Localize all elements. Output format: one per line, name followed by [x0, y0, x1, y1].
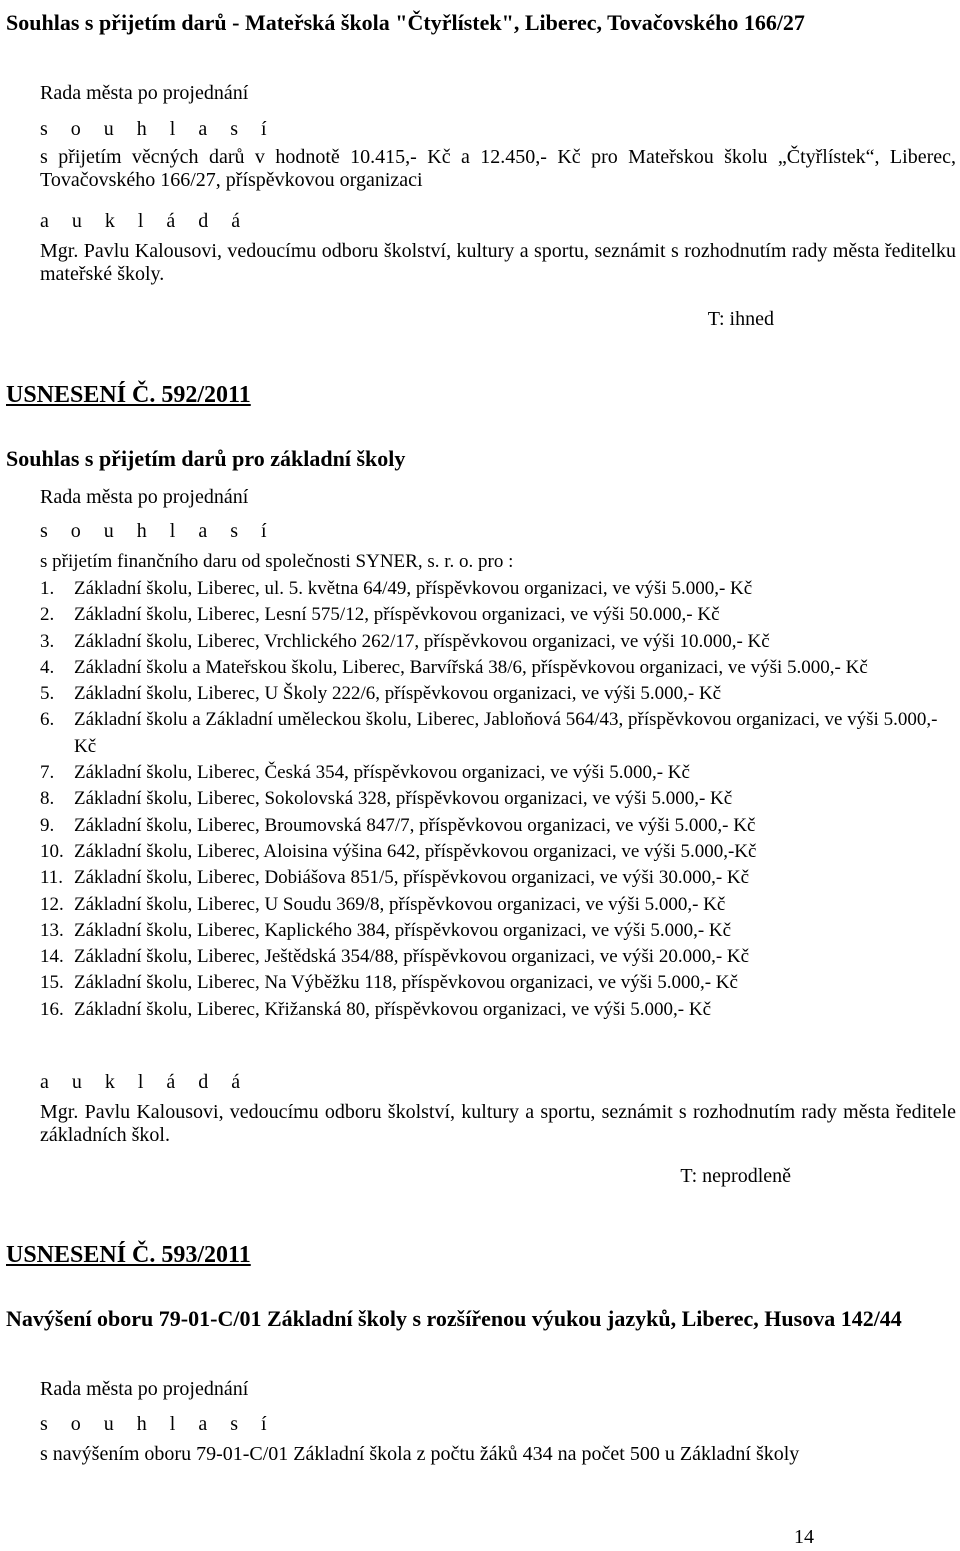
list-item-number: 15.	[40, 972, 64, 994]
donation-list-item	[40, 629, 960, 655]
list-item-number: 6.	[40, 709, 55, 731]
list-item-number: 12.	[40, 893, 64, 915]
section1-instructs: a u k l á d á	[40, 210, 250, 232]
section2-council: Rada města po projednání	[40, 486, 249, 508]
list-item-number: 9.	[40, 814, 55, 836]
list-item-text: Základní školu, Liberec, Sokolovská 328, příspěvkovou organizaci, ve výši 5.000,- Kč	[74, 788, 733, 810]
list-item-text: Základní školu, Liberec, Dobiášova 851/5, příspěvkovou organizaci, ve výši 30.000,- Kč	[74, 867, 750, 889]
donation-list-item	[40, 997, 960, 1023]
donation-list-item	[40, 655, 960, 681]
list-item-text: Základní školu, Liberec, Kaplického 384, příspěvkovou organizaci, ve výši 5.000,- Kč	[74, 919, 732, 941]
list-item-text: Základní školu a Základní uměleckou školu, Liberec, Jabloňová 564/43, příspěvkovou organizaci, ve výši 5.000,- Kč	[74, 709, 938, 757]
section1-agree-text: s přijetím věcných darů v hodnotě 10.415,- Kč a 12.450,- Kč pro Mateřskou školu „Čtyřlístek“, Liberec, Tovačovského 166/27, příspěvkovou organizaci	[40, 146, 956, 191]
section1-deadline: T: ihned	[707, 308, 774, 330]
section1-council: Rada města po projednání	[40, 82, 249, 104]
section1-agrees: s o u h l a s í	[40, 118, 276, 140]
donation-list-item	[40, 576, 960, 602]
list-item-number: 14.	[40, 946, 64, 968]
section3-resolution: USNESENÍ Č. 593/2011	[6, 1242, 251, 1268]
donation-list-item	[40, 918, 960, 944]
list-item-number: 13.	[40, 919, 64, 941]
list-item-text: Základní školu, Liberec, U Školy 222/6, příspěvkovou organizaci, ve výši 5.000,- Kč	[74, 683, 722, 705]
list-item-number: 5.	[40, 683, 55, 705]
list-item-text: Základní školu, Liberec, Na Výběžku 118, příspěvkovou organizaci, ve výši 5.000,- Kč	[74, 972, 738, 994]
list-item-text: Základní školu, Liberec, ul. 5. května 64/49, příspěvkovou organizaci, ve výši 5.000,- Kč	[74, 578, 753, 599]
donation-list-item	[40, 970, 960, 996]
list-item-number: 4.	[40, 656, 55, 678]
list-item-number: 10.	[40, 840, 64, 862]
section2-title: Souhlas s přijetím darů pro základní školy	[6, 446, 406, 471]
section2-agrees: s o u h l a s í	[40, 520, 276, 542]
section2-resolution: USNESENÍ Č. 592/2011	[6, 382, 251, 408]
donation-list-item	[40, 681, 960, 707]
list-item-text: Základní školu, Liberec, Broumovská 847/7, příspěvkovou organizaci, ve výši 5.000,- Kč	[74, 814, 756, 836]
section2-instructs: a u k l á d á	[40, 1071, 250, 1093]
page-number: 14	[794, 1526, 814, 1548]
donation-list-item	[40, 813, 960, 839]
list-item-number: 11.	[40, 867, 64, 889]
donation-list-item	[40, 786, 960, 812]
list-item-number: 1.	[40, 578, 55, 599]
list-item-number: 7.	[40, 762, 55, 784]
list-item-text: Základní školu, Liberec, Vrchlického 262/17, příspěvkovou organizaci, ve výši 10.000,- Kč	[74, 630, 770, 652]
list-item-text: Základní školu, Liberec, Křižanská 80, příspěvkovou organizaci, ve výši 5.000,- Kč	[74, 998, 712, 1020]
list-item-number: 8.	[40, 788, 55, 810]
list-item-text: Základní školu, Liberec, Aloisina výšina 642, příspěvkovou organizaci, ve výši 5.000,-Kč	[74, 840, 757, 862]
list-item-text: Základní školu, Liberec, Česká 354, příspěvkovou organizaci, ve výši 5.000,- Kč	[74, 762, 690, 784]
section3-council: Rada města po projednání	[40, 1378, 249, 1400]
section2-intro: s přijetím finančního daru od společnosti SYNER, s. r. o. pro :	[40, 551, 514, 572]
section2-deadline: T: neprodleně	[680, 1165, 791, 1187]
list-item-text: Základní školu a Mateřskou školu, Liberec, Barvířská 38/6, příspěvkovou organizaci, ve výši 5.000,- Kč	[74, 656, 868, 678]
list-item-text: Základní školu, Liberec, Lesní 575/12, příspěvkovou organizaci, ve výši 50.000,- Kč	[74, 604, 720, 626]
list-item-text: Základní školu, Liberec, Ještědská 354/88, příspěvkovou organizaci, ve výši 20.000,- Kč	[74, 946, 750, 968]
list-item-number: 16.	[40, 998, 64, 1020]
donation-list-item	[40, 602, 960, 628]
donation-list-item	[40, 707, 960, 760]
section1-title: Souhlas s přijetím darů - Mateřská škola "Čtyřlístek", Liberec, Tovačovského 166/27	[6, 10, 805, 35]
section3-agree-text: s navýšením oboru 79-01-C/01 Základní škola z počtu žáků 434 na počet 500 u Základní školy	[40, 1443, 800, 1465]
donation-list-item	[40, 839, 960, 865]
list-item-number: 3.	[40, 630, 55, 652]
section2-instruct-text: Mgr. Pavlu Kalousovi, vedoucímu odboru školství, kultury a sportu, seznámit s rozhodnutím rady města ředitele základních škol.	[40, 1101, 956, 1146]
list-item-text: Základní školu, Liberec, U Soudu 369/8, příspěvkovou organizaci, ve výši 5.000,- Kč	[74, 893, 726, 915]
donation-list-item	[40, 760, 960, 786]
donation-list-item	[40, 892, 960, 918]
list-item-number: 2.	[40, 604, 55, 626]
donation-list-item	[40, 944, 960, 970]
section1-instruct-text: Mgr. Pavlu Kalousovi, vedoucímu odboru školství, kultury a sportu, seznámit s rozhodnutím rady města ředitelku mateřské školy.	[40, 240, 956, 285]
section3-title: Navýšení oboru 79-01-C/01 Základní školy s rozšířenou výukou jazyků, Liberec, Husova 142/44	[6, 1306, 902, 1331]
donation-list-item	[40, 865, 960, 891]
section3-agrees: s o u h l a s í	[40, 1413, 276, 1435]
donation-list	[40, 576, 960, 1023]
